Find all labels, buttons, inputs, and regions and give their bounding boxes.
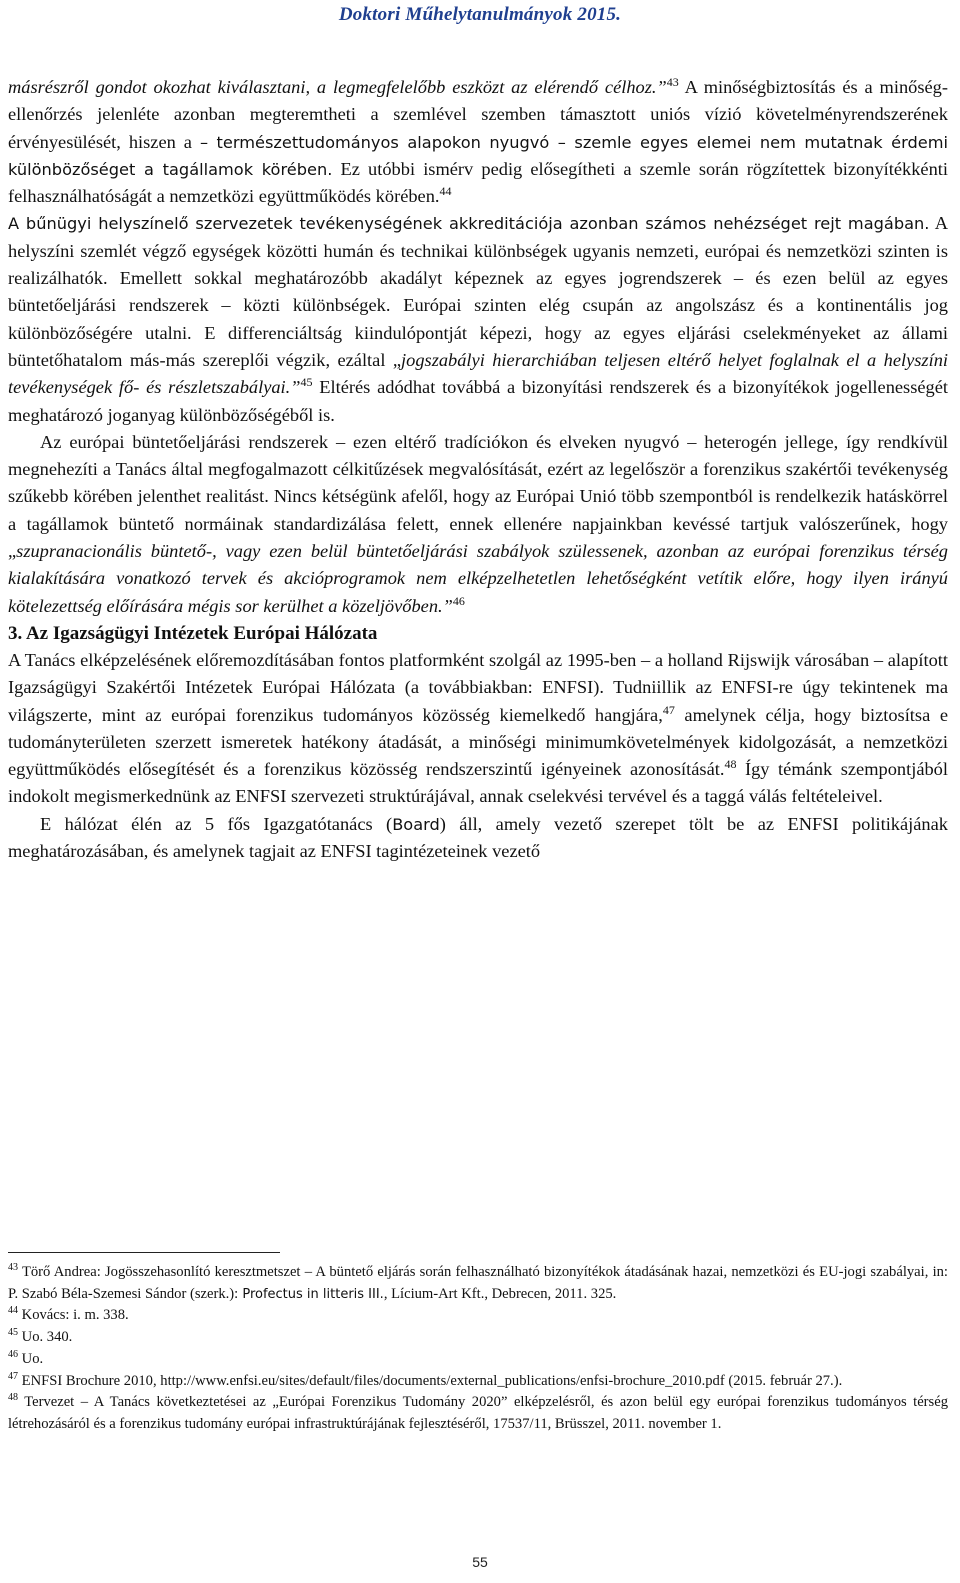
footnote-ref-43[interactable]: 43: [666, 75, 679, 89]
footnote-44: $^{44}$ Kovács: i. m. 338.: [8, 1305, 129, 1324]
italic-quote: szupranacionális büntető-, vagy ezen belül büntetőeljárási szabályok szülessenek, azonban az európai forenzikus térség kialakítására vonatkozó tervek és akcióprogramok nem elképzelhetetlen lehetőségként vetítik előre, hogy ilyen irányú kötelezettség előírására mégis sor kerülhet a közeljövőben.”: [8, 541, 948, 616]
quote-end: másrészről gondot okozhat kiválasztani, a legmegfelelőbb eszközt az elérendő célhoz.”: [8, 77, 667, 97]
footnote-48: $^{48}$ Tervezet – A Tanács következtetései az „Európai Forenzikus Tudomány 2020” elképzelésről, és azon belül egy európai forenzikus tudományos térség létrehozásáról és a forenzikus tudomány európai infrastruktúrájának fejlesztéséről, 17537/11, Brüsszel, 2011. november 1.: [8, 1392, 948, 1432]
body-text: [8, 74, 948, 865]
footnote-ref-46[interactable]: 46: [452, 593, 465, 608]
footnote-47: $^{47}$ ENFSI Brochure 2010, http://www.enfsi.eu/sites/default/files/documents/external_publications/enfsi-brochure_2010.pdf (2015. február 27.).: [8, 1370, 843, 1389]
footnote-ref-47[interactable]: 47: [662, 702, 675, 717]
paragraph-3: Az európai büntetőeljárási rendszerek – ezen eltérő tradíciókon és elveken nyugvó – heterogén jellege, így rendkívül megnehezíti a Tanács által megfogalmazott célkitűzések megvalósítását, ezért az legelőször a forenzikus szakértői tevékenység szűkebb körében jelenthet realitást. Nincs kétségünk afelől, hogy az Európai Unió több szempontból is rendelkezik hatáskörrel a tagállamok büntető normáinak standardizálása felett, ennek ellenére napjainkban kevéssé tartjuk valószerűnek, hogy „szupranacionális büntető-, vagy ezen belül büntetőeljárási szabályok szülessenek, azonban az európai forenzikus térség kialakítására vonatkozó tervek és akcióprogramok nem elképzelhetetlen lehetőségként vetítik előre, hogy ilyen irányú kötelezettség előírására mégis sor kerülhet a közeljövőben.”$^{46}$: [8, 431, 948, 616]
paragraph-5: E hálózat élén az 5 fős Igazgatótanács (Board) áll, amely vezető szerepet tölt be az ENFSI politikájának meghatározásában, és amelynek tagjait az ENFSI tagintézeteinek vezető: [8, 813, 948, 862]
running-title: Doktori Műhelytanulmányok 2015.: [338, 4, 622, 25]
section-heading: [8, 620, 948, 647]
italic-quote: jogszabályi hierarchiában teljesen eltérő helyet foglalnak el a helyszíni tevékenységek fő- és részletszabályai.”: [8, 349, 948, 398]
footnote-ref-48[interactable]: 48: [724, 757, 737, 772]
paragraph-1: másrészről gondot okozhat kiválasztani, a legmegfelelőbb eszközt az elérendő célhoz.”$^{43}$ A minőségbiztosítás és a minőség-ellenőrzés jelenléte azonban megteremtheti a szemlével szemben támasztott uniós vízió követelményrendszerének érvényesülését, hiszen a – természettudományos alapokon nyugvó – szemle egyes elemei nem mutatnak érdemi különbözőséget a tagállamok körében. Ez utóbbi ismérv pedig elősegítheti a szemle során rögzítettek bizonyítékkénti felhasználhatóságát a nemzetközi együttműködés körében.$^{44}$: [8, 75, 948, 207]
footnote-ref-45[interactable]: 45: [300, 375, 313, 390]
section-title: Az Igazságügyi Intézetek Európai Hálózata: [25, 622, 378, 644]
paragraph-4: A Tanács elképzelésének előremozdításában fontos platformként szolgál az 1995-ben – a holland Rijswijk városában – alapított Igazságügyi Szakértői Intézetek Európai Hálózata (a továbbiakban: ENFSI). Tudniillik az ENFSI-re úgy tekintenek ma világszerte, mint az európai forenzikus tudományos közösség kiemelkedő hangjára,$^{47}$ amelynek célja, hogy biztosítsa e tudományterületen szerzett ismeretek hatékony átadását, a minőségi minimumkövetelmények kidolgozását, a nemzetközi együttműködés elősegítését és a forenzikus közösség rendszerszintű igényeinek azonosítását.$^{48}$ Így témánk szempontjából indokolt megismerkednünk az ENFSI szervezeti struktúrájával, annak cselekvési tervével és a taggá válás feltételeivel.: [8, 649, 948, 807]
footnote-45: $^{45}$ Uo. 340.: [8, 1327, 73, 1346]
footnote-43: $^{43}$ Törő Andrea: Jogösszehasonlító keresztmetszet – A büntető eljárás során felhasználható bizonyítékok átadásának hazai, nemzetközi és EU-jogi szabályai, in: P. Szabó Béla-Szemesi Sándor (szerk.): Profectus in litteris III., Lícium-Art Kft., Debrecen, 2011. 325.: [8, 1262, 948, 1302]
footnote-link[interactable]: ENFSI Brochure 2010, http://www.enfsi.eu/sites/default/files/documents/external_publications/enfsi-brochure_2010.pdf (2015. február 27.).: [18, 1372, 843, 1389]
page-number: 55: [472, 1554, 488, 1570]
section-number: 3.: [8, 622, 23, 644]
paragraph-2: A bűnügyi helyszínelő szervezetek tevékenységének akkreditációja azonban számos nehézséget rejt magában. A helyszíni szemlét végző egységek közötti humán és technikai különbségek ugyanis nemzeti, európai és nemzetközi szinten is realizálhatók. Emellett sokkal meghatározóbb akadályt képeznek az egyes jogrendszerek – és ezen belül az egyes büntetőeljárási rendszerek – közti különbségek. Európai szinten elég csupán az angolszász és a kontinentális jog különbözőségére utalni. E differenciáltság kiindulópontját képezi, hogy az egyes eljárási cselekményeket az állami büntetőhatalom más-más szereplői végzik, ezáltal „jogszabályi hierarchiában teljesen eltérő helyet foglalnak el a helyszíni tevékenységek fő- és részletszabályai.”$^{45}$ Eltérés adódhat továbbá a bizonyítási rendszerek és a bizonyítékok jogellenességét meghatározó joganyag különbözőségéből is.: [8, 213, 949, 425]
footnote-divider: [8, 1252, 280, 1253]
footnote-ref-44[interactable]: 44: [439, 184, 452, 199]
footnote-46: $^{46}$ Uo.: [8, 1348, 44, 1367]
footnotes: [8, 1262, 948, 1436]
